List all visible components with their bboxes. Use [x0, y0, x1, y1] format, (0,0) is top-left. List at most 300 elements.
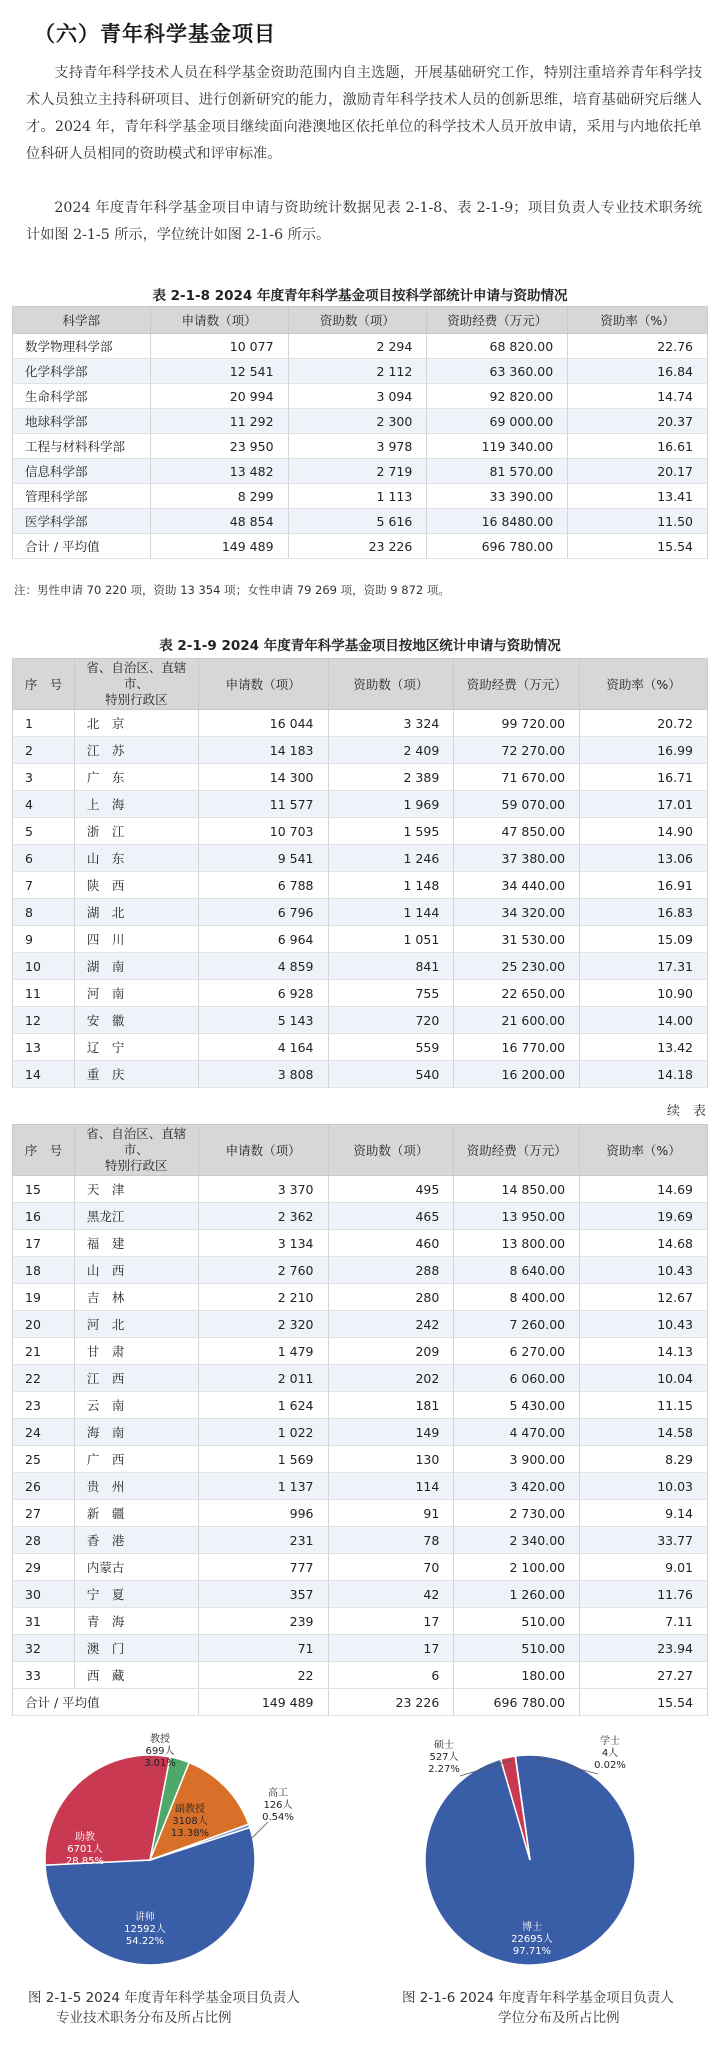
pie-label-text: 13.38%: [170, 1828, 210, 1839]
table3-row: [13, 1662, 708, 1689]
table3-row: [13, 1257, 708, 1284]
table-cell: 20.37: [568, 409, 708, 434]
table2-row: [13, 926, 708, 953]
table-cell: 8 400.00: [454, 1284, 580, 1311]
table-cell: 14.90: [580, 818, 708, 845]
table2-row: [13, 1007, 708, 1034]
table1-header-funded: 资助数（项）: [288, 307, 427, 334]
table-cell: 医学科学部: [13, 509, 151, 534]
pie-label-text: 97.71%: [512, 1946, 552, 1957]
table1-row: [13, 359, 708, 384]
table2-caption: 表 2-1-9 2024 年度青年科学基金项目按地区统计申请与资助情况: [159, 638, 561, 654]
table-cell: 13 482: [150, 459, 288, 484]
table-cell: 22.76: [568, 334, 708, 359]
pie-label-text: 0.54%: [262, 1812, 294, 1823]
table1-caption: 表 2-1-8 2024 年度青年科学基金项目按科学部统计申请与资助情况: [152, 288, 568, 304]
table-cell: 280: [328, 1284, 454, 1311]
table-cell: 13 800.00: [454, 1230, 580, 1257]
table1-note: 注：男性申请 70 220 项，资助 13 354 项；女性申请 79 269 项，资助 9 872 项。: [14, 583, 450, 597]
table-cell: 47 850.00: [454, 818, 580, 845]
pie-chart-degree-distribution: [420, 1730, 700, 1980]
table-cell: 2 730.00: [454, 1500, 580, 1527]
table-cell: 19.69: [580, 1203, 708, 1230]
pie-label-2: [144, 1732, 176, 1770]
table-by-region: [12, 658, 708, 1088]
table-cell: 16 8480.00: [427, 509, 568, 534]
table2-header-funding: 资助经费（万元）: [454, 659, 580, 710]
pie-label-text: 助教: [75, 1832, 95, 1843]
table3-body: [13, 1176, 708, 1716]
table2-row: [13, 980, 708, 1007]
table1-header-department: 科学部: [13, 307, 151, 334]
table-cell: 2 294: [288, 334, 427, 359]
table-cell: 2 760: [198, 1257, 328, 1284]
table-cell: 27: [13, 1500, 75, 1527]
figure1-caption-line1: 图 2-1-5 2024 年度青年科学基金项目负责人: [28, 1990, 300, 2006]
pie-label-text: 3108人: [172, 1816, 208, 1827]
pie-label-4: [252, 1786, 294, 1838]
table-cell: 2 210: [198, 1284, 328, 1311]
table-cell: 1 148: [328, 872, 454, 899]
table2-header-applications: 申请数（项）: [198, 659, 328, 710]
section-title: （六）青年科学基金项目: [34, 22, 276, 46]
table3-row: [13, 1230, 708, 1257]
table1-row: [13, 434, 708, 459]
table-cell: 7.11: [580, 1608, 708, 1635]
table3-row: [13, 1176, 708, 1203]
table-cell: 14.13: [580, 1338, 708, 1365]
table-cell: 10.03: [580, 1473, 708, 1500]
table2-header-rate: 资助率（%）: [580, 659, 708, 710]
table-cell: 4 164: [198, 1034, 328, 1061]
table-cell: 33: [13, 1662, 75, 1689]
table-cell: 70: [328, 1554, 454, 1581]
figure2-caption-line2: 学位分布及所占比例: [498, 2010, 620, 2026]
table-cell: 天 津: [74, 1176, 198, 1203]
table-cell: 6 060.00: [454, 1365, 580, 1392]
table2-header-region-line2: 特别行政区: [105, 692, 168, 707]
table-cell: 甘 肃: [74, 1338, 198, 1365]
table-cell: 15.54: [568, 534, 708, 559]
pie-label-text: 2.27%: [428, 1764, 460, 1775]
table-cell: 16.91: [580, 872, 708, 899]
table-cell: 4 470.00: [454, 1419, 580, 1446]
table-cell: 16: [13, 1203, 75, 1230]
figure1-caption: [28, 1988, 358, 2028]
table-cell: 2 362: [198, 1203, 328, 1230]
table-cell: 数学物理科学部: [13, 334, 151, 359]
table-cell: 81 570.00: [427, 459, 568, 484]
table3-header-region-line1: 省、自治区、直辖市、: [86, 1126, 187, 1157]
table-cell: 71: [198, 1635, 328, 1662]
figure2-caption: [402, 1988, 712, 2028]
table3-row: [13, 1311, 708, 1338]
table-cell: 11.15: [580, 1392, 708, 1419]
table-cell: 23: [13, 1392, 75, 1419]
table-cell: 180.00: [454, 1662, 580, 1689]
table-cell: 合计 / 平均值: [13, 534, 151, 559]
table-cell: 广 东: [74, 764, 198, 791]
table-cell: 540: [328, 1061, 454, 1088]
table3-row: [13, 1365, 708, 1392]
table-cell: 20 994: [150, 384, 288, 409]
table-cell: 25: [13, 1446, 75, 1473]
table-cell: 696 780.00: [454, 1689, 580, 1716]
table2-row: [13, 953, 708, 980]
table-cell: 安 徽: [74, 1007, 198, 1034]
table-cell: 510.00: [454, 1608, 580, 1635]
table-cell: 8: [13, 899, 75, 926]
table-cell: 37 380.00: [454, 845, 580, 872]
table-cell: 20: [13, 1311, 75, 1338]
table-cell: 209: [328, 1338, 454, 1365]
table-cell: 99 720.00: [454, 710, 580, 737]
table-cell: 22: [198, 1662, 328, 1689]
table-cell: 化学科学部: [13, 359, 151, 384]
table-cell: 3 134: [198, 1230, 328, 1257]
table3-header-funding: 资助经费（万元）: [454, 1125, 580, 1176]
table-cell: 559: [328, 1034, 454, 1061]
table-cell: 2: [13, 737, 75, 764]
table-cell: 13.06: [580, 845, 708, 872]
table2-header-region-line1: 省、自治区、直辖市、: [86, 660, 187, 691]
table-cell: 生命科学部: [13, 384, 151, 409]
table-cell: 72 270.00: [454, 737, 580, 764]
table-cell: 59 070.00: [454, 791, 580, 818]
table1-header-applications: 申请数（项）: [150, 307, 288, 334]
table-cell: 17: [328, 1635, 454, 1662]
table2-header-region: [74, 659, 198, 710]
table-cell: 4 859: [198, 953, 328, 980]
table-cell: 地球科学部: [13, 409, 151, 434]
table-cell: 149 489: [198, 1689, 328, 1716]
table-cell: 22: [13, 1365, 75, 1392]
continued-label: 续 表: [666, 1104, 706, 1119]
table-cell: 16.99: [580, 737, 708, 764]
table-cell: 云 南: [74, 1392, 198, 1419]
pie-label-text: 527人: [429, 1752, 459, 1763]
table-cell: 16.84: [568, 359, 708, 384]
table-cell: 33.77: [580, 1527, 708, 1554]
table-cell: 15.09: [580, 926, 708, 953]
table-cell: 13.42: [580, 1034, 708, 1061]
table-cell: 149: [328, 1419, 454, 1446]
table-cell: 8.29: [580, 1446, 708, 1473]
table1-row: [13, 534, 708, 559]
pie-leader-line: [252, 1822, 268, 1838]
table3-row: [13, 1338, 708, 1365]
table-cell: 6 270.00: [454, 1338, 580, 1365]
table-cell: 1 051: [328, 926, 454, 953]
table1-header-funding: 资助经费（万元）: [427, 307, 568, 334]
table-cell: 78: [328, 1527, 454, 1554]
table-cell: 3 978: [288, 434, 427, 459]
table-cell: 5: [13, 818, 75, 845]
pie-label-text: 28.85%: [65, 1856, 105, 1867]
table-cell: 14.69: [580, 1176, 708, 1203]
table3-row: [13, 1581, 708, 1608]
table-cell: 1 624: [198, 1392, 328, 1419]
table-cell: 181: [328, 1392, 454, 1419]
table-cell: 10: [13, 953, 75, 980]
table-cell: 15.54: [580, 1689, 708, 1716]
table1-row: [13, 334, 708, 359]
table-cell: 5 616: [288, 509, 427, 534]
table-cell: 63 360.00: [427, 359, 568, 384]
table-cell: 江 西: [74, 1365, 198, 1392]
table-cell: 浙 江: [74, 818, 198, 845]
table3-row: [13, 1392, 708, 1419]
table-cell: 14.18: [580, 1061, 708, 1088]
table-cell: 9 541: [198, 845, 328, 872]
table-cell: 3 370: [198, 1176, 328, 1203]
table-cell: 工程与材料科学部: [13, 434, 151, 459]
table-cell: 6 796: [198, 899, 328, 926]
table-cell: 27.27: [580, 1662, 708, 1689]
table-by-department: [12, 306, 708, 559]
table-cell: 1 595: [328, 818, 454, 845]
table-cell: 231: [198, 1527, 328, 1554]
pie-label-3: [171, 1802, 209, 1839]
table-cell: 14.00: [580, 1007, 708, 1034]
table-cell: 10 077: [150, 334, 288, 359]
table-cell: 696 780.00: [427, 534, 568, 559]
table2-header-index: 序 号: [13, 659, 75, 710]
table-cell: 8 299: [150, 484, 288, 509]
table-cell: 17.31: [580, 953, 708, 980]
table3-row: [13, 1635, 708, 1662]
table3-row: [13, 1527, 708, 1554]
pie-label-text: 12592人: [124, 1924, 166, 1935]
table-cell: 湖 北: [74, 899, 198, 926]
table-cell: 宁 夏: [74, 1581, 198, 1608]
table-cell: 上 海: [74, 791, 198, 818]
table-cell: 11: [13, 980, 75, 1007]
table-cell: 5 430.00: [454, 1392, 580, 1419]
table-by-region-continued: [12, 1124, 708, 1716]
table-cell: 2 112: [288, 359, 427, 384]
table-cell: 1 113: [288, 484, 427, 509]
pie-label-text: 54.22%: [125, 1936, 165, 1947]
table-cell: 10.04: [580, 1365, 708, 1392]
table-cell: 贵 州: [74, 1473, 198, 1500]
table-cell: 16.83: [580, 899, 708, 926]
table-cell: 北 京: [74, 710, 198, 737]
table-cell: 20.17: [568, 459, 708, 484]
table-cell: 12: [13, 1007, 75, 1034]
table-cell: 10.43: [580, 1311, 708, 1338]
table-cell: 山 西: [74, 1257, 198, 1284]
table-cell: 7: [13, 872, 75, 899]
table-cell: 18: [13, 1257, 75, 1284]
table-cell: 720: [328, 1007, 454, 1034]
table-cell: 6 964: [198, 926, 328, 953]
table-cell: 755: [328, 980, 454, 1007]
table2-row: [13, 872, 708, 899]
pie-label-text: 699人: [145, 1746, 175, 1757]
table-cell: 11 292: [150, 409, 288, 434]
table-cell: 3 094: [288, 384, 427, 409]
table2-row: [13, 737, 708, 764]
table-cell: 辽 宁: [74, 1034, 198, 1061]
pie-label-text: 学士: [600, 1736, 620, 1747]
table-cell: 1 022: [198, 1419, 328, 1446]
table-cell: 841: [328, 953, 454, 980]
table-cell: 14.68: [580, 1230, 708, 1257]
table3-header-funded: 资助数（项）: [328, 1125, 454, 1176]
pie-label-text: 22695人: [511, 1934, 553, 1945]
table-cell: 13 950.00: [454, 1203, 580, 1230]
table1-row: [13, 459, 708, 484]
table3-total-row: [13, 1689, 708, 1716]
table-cell: 3 420.00: [454, 1473, 580, 1500]
table-cell: 10.43: [580, 1257, 708, 1284]
table-cell: 西 藏: [74, 1662, 198, 1689]
table1-row: [13, 484, 708, 509]
table-cell: 2 100.00: [454, 1554, 580, 1581]
table-cell: 10 703: [198, 818, 328, 845]
table3-row: [13, 1500, 708, 1527]
summary-paragraph: 2024 年度青年科学基金项目申请与资助统计数据见表 2-1-8、表 2-1-9；项目负责人专业技术职务统计如图 2-1-5 所示，学位统计如图 2-1-6 所示。: [26, 200, 702, 243]
table-cell: 119 340.00: [427, 434, 568, 459]
table-cell: 11.50: [568, 509, 708, 534]
pie-label-text: 4人: [601, 1748, 619, 1759]
table-cell: 11.76: [580, 1581, 708, 1608]
table3-header-applications: 申请数（项）: [198, 1125, 328, 1176]
table-cell: 1 137: [198, 1473, 328, 1500]
table-cell: 16.71: [580, 764, 708, 791]
table-cell: 16 044: [198, 710, 328, 737]
table-cell: 管理科学部: [13, 484, 151, 509]
table-cell: 海 南: [74, 1419, 198, 1446]
table-cell: 8 640.00: [454, 1257, 580, 1284]
table2-row: [13, 710, 708, 737]
table-cell: 1 969: [328, 791, 454, 818]
table-cell: 山 东: [74, 845, 198, 872]
table-cell: 34 320.00: [454, 899, 580, 926]
table3-row: [13, 1203, 708, 1230]
table-cell: 21 600.00: [454, 1007, 580, 1034]
table-cell: 1: [13, 710, 75, 737]
pie-label-text: 0.02%: [594, 1760, 626, 1771]
pie-label-text: 硕士: [434, 1740, 454, 1751]
table1-row: [13, 509, 708, 534]
table-cell: 357: [198, 1581, 328, 1608]
table-cell: 6: [328, 1662, 454, 1689]
pie-label-text: 副教授: [175, 1804, 205, 1815]
table-cell: 新 疆: [74, 1500, 198, 1527]
table-cell: 1 246: [328, 845, 454, 872]
table3-row: [13, 1473, 708, 1500]
table-cell: 130: [328, 1446, 454, 1473]
table-cell: 28: [13, 1527, 75, 1554]
table-cell: 14.58: [580, 1419, 708, 1446]
pie-label-text: 讲师: [135, 1912, 155, 1923]
table2-row: [13, 1061, 708, 1088]
table-cell: 内蒙古: [74, 1554, 198, 1581]
table-cell: 广 西: [74, 1446, 198, 1473]
table2-row: [13, 1034, 708, 1061]
table-cell: 3 324: [328, 710, 454, 737]
table2-row: [13, 791, 708, 818]
table-cell: 2 340.00: [454, 1527, 580, 1554]
table-cell: 5 143: [198, 1007, 328, 1034]
table-cell: 33 390.00: [427, 484, 568, 509]
table-cell: 23.94: [580, 1635, 708, 1662]
table-cell: 777: [198, 1554, 328, 1581]
table-cell: 23 950: [150, 434, 288, 459]
table-cell: 6 788: [198, 872, 328, 899]
table-cell: 460: [328, 1230, 454, 1257]
table-cell: 3 900.00: [454, 1446, 580, 1473]
table2-header-funded: 资助数（项）: [328, 659, 454, 710]
table-cell: 25 230.00: [454, 953, 580, 980]
table-cell: 16 200.00: [454, 1061, 580, 1088]
table-cell: 495: [328, 1176, 454, 1203]
pie-label-text: 教授: [150, 1734, 170, 1745]
table-cell: 6: [13, 845, 75, 872]
table-cell: 17: [13, 1230, 75, 1257]
table-cell: 香 港: [74, 1527, 198, 1554]
table-cell: 黑龙江: [74, 1203, 198, 1230]
table-cell: 16.61: [568, 434, 708, 459]
table-cell: 42: [328, 1581, 454, 1608]
table-cell: 31: [13, 1608, 75, 1635]
table-cell: 23 226: [288, 534, 427, 559]
figure2-caption-line1: 图 2-1-6 2024 年度青年科学基金项目负责人: [402, 1990, 674, 2006]
table-cell: 7 260.00: [454, 1311, 580, 1338]
table-cell: 信息科学部: [13, 459, 151, 484]
table-cell: 242: [328, 1311, 454, 1338]
pie-label-text: 126人: [263, 1800, 293, 1811]
table-cell: 239: [198, 1608, 328, 1635]
table-cell: 14 300: [198, 764, 328, 791]
table-cell: 13.41: [568, 484, 708, 509]
table-cell: 2 719: [288, 459, 427, 484]
table1-body: [13, 334, 708, 559]
table-cell: 湖 南: [74, 953, 198, 980]
table3-row: [13, 1284, 708, 1311]
table-cell: 149 489: [150, 534, 288, 559]
table-cell: 12 541: [150, 359, 288, 384]
table1-row: [13, 384, 708, 409]
table-cell: 20.72: [580, 710, 708, 737]
table-cell: 14.74: [568, 384, 708, 409]
table-cell: 24: [13, 1419, 75, 1446]
pie-slice-1: [45, 1755, 170, 1865]
table-cell: 32: [13, 1635, 75, 1662]
pie-label-text: 6701人: [67, 1844, 103, 1855]
table-cell: 22 650.00: [454, 980, 580, 1007]
table-cell: 福 建: [74, 1230, 198, 1257]
table-cell: 9: [13, 926, 75, 953]
table-cell: 合计 / 平均值: [13, 1689, 199, 1716]
table-cell: 510.00: [454, 1635, 580, 1662]
table-cell: 114: [328, 1473, 454, 1500]
table-cell: 3: [13, 764, 75, 791]
table2-row: [13, 818, 708, 845]
pie-label-text: 高工: [268, 1788, 288, 1799]
table3-header-index: 序 号: [13, 1125, 75, 1176]
table-cell: 68 820.00: [427, 334, 568, 359]
table2-row: [13, 845, 708, 872]
table-cell: 465: [328, 1203, 454, 1230]
pie-chart-title-distribution: [40, 1730, 300, 1980]
table-cell: 996: [198, 1500, 328, 1527]
table-cell: 288: [328, 1257, 454, 1284]
table-cell: 21: [13, 1338, 75, 1365]
table-cell: 河 南: [74, 980, 198, 1007]
